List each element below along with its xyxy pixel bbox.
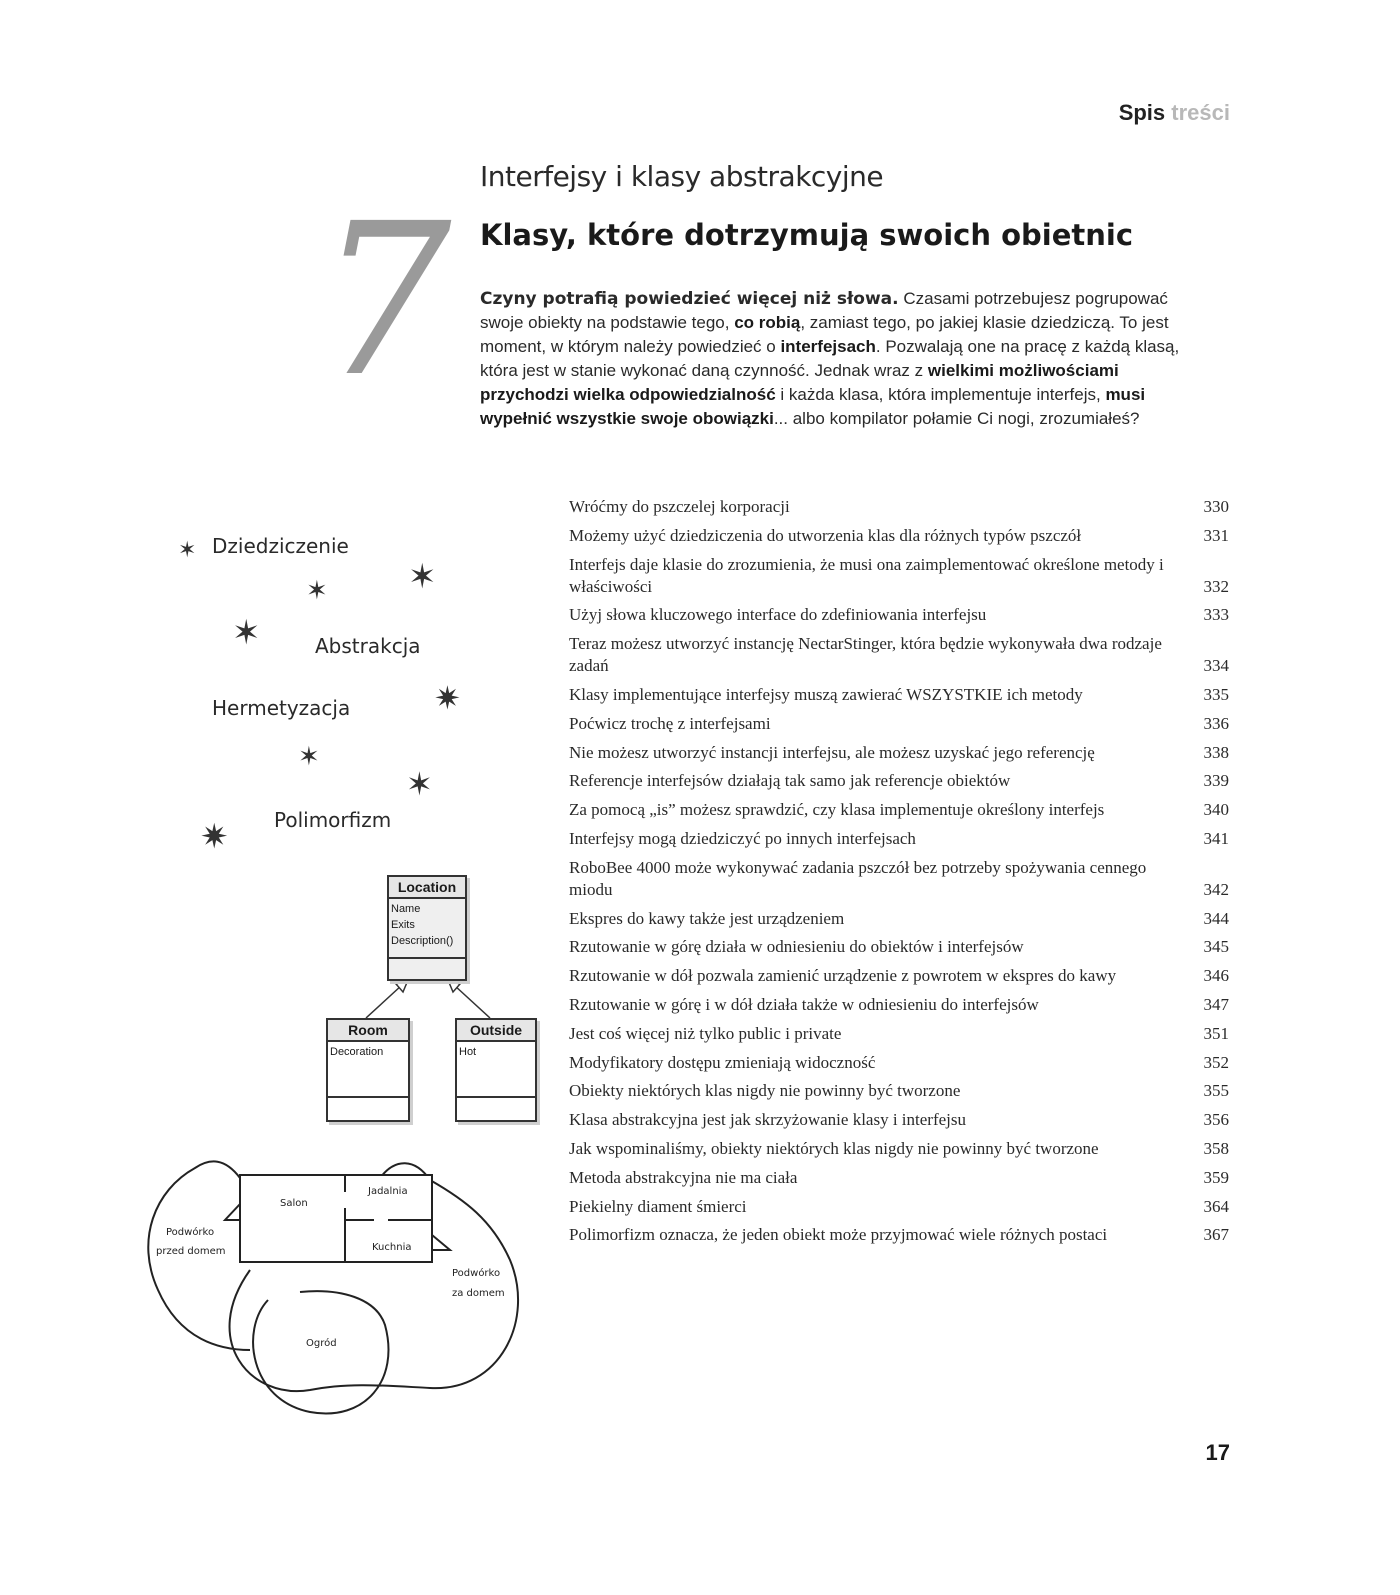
toc-entry <box>569 965 1229 987</box>
intro-text-5: ... albo kompilator połamie Ci nogi, zrozumiałeś? <box>773 409 1140 428</box>
intro-bold-1: co robią <box>734 313 801 332</box>
toc-entry <box>569 857 1229 901</box>
toc-entry-page: 334 <box>1203 656 1229 676</box>
star-icon: ✷ <box>200 817 229 857</box>
toc-entry <box>569 994 1229 1016</box>
toc-entry <box>569 604 1229 626</box>
toc-entry-title: Modyfikatory dostępu zmieniają widoczność <box>569 1052 876 1072</box>
map-label-front-1: Podwórko <box>166 1227 215 1238</box>
toc-entry-page: 347 <box>1203 994 1229 1014</box>
toc-entry-page: 364 <box>1203 1196 1229 1216</box>
toc-entry-page: 330 <box>1203 497 1229 516</box>
toc-entry-page: 332 <box>1203 576 1229 596</box>
uml-field: Decoration <box>330 1046 384 1058</box>
uml-field: Name <box>391 903 421 915</box>
toc-entry <box>569 799 1229 821</box>
chapter-number: 7 <box>318 178 452 423</box>
toc-entry <box>569 770 1229 792</box>
toc-entry-page: 359 <box>1203 1167 1229 1187</box>
toc-entry <box>569 936 1229 958</box>
map-label-salon: Salon <box>280 1198 308 1209</box>
toc-entry <box>569 1109 1229 1131</box>
toc-entry-page: 356 <box>1203 1110 1229 1130</box>
map-label-kuchnia: Kuchnia <box>372 1242 412 1253</box>
toc-entry <box>569 1224 1229 1246</box>
toc-entry <box>569 742 1229 764</box>
toc-entry <box>569 496 1229 518</box>
concept-polimorfizm: Polimorfizm <box>274 808 392 832</box>
toc-entry-title: Klasa abstrakcyjna jest jak skrzyżowanie klasy i interfejsu <box>569 1110 967 1130</box>
uml-separator <box>328 1096 408 1098</box>
intro-lead: Czyny potrafią powiedzieć więcej niż słowa. <box>480 289 899 309</box>
toc-entry-page: 331 <box>1203 525 1229 545</box>
star-icon: ✶ <box>406 765 433 803</box>
toc-entry-title: Poćwicz trochę z interfejsami <box>569 713 771 733</box>
toc-entry-page: 367 <box>1203 1225 1229 1245</box>
toc-entry-page: 333 <box>1203 605 1229 625</box>
toc-entry-title: Teraz możesz utworzyć instancję NectarStinger, która będzie wykonywała dwa rodzaje zadań <box>569 634 1162 676</box>
toc-entry-page: 335 <box>1203 684 1229 704</box>
toc-entry-page: 358 <box>1203 1138 1229 1158</box>
toc-entry-page: 340 <box>1203 800 1229 820</box>
uml-fields <box>457 1042 535 1060</box>
star-icon: ✶ <box>232 613 261 653</box>
toc-entry-title: Piekielny diament śmierci <box>569 1196 747 1216</box>
toc-entry-page: 355 <box>1203 1081 1229 1101</box>
uml-class-name: Room <box>328 1020 408 1042</box>
star-icon: ✶ <box>306 576 328 606</box>
toc-entry-title: Możemy użyć dziedziczenia do utworzenia klas dla różnych typów pszczół <box>569 525 1082 545</box>
star-icon: ✶ <box>408 557 437 597</box>
toc-entry <box>569 525 1229 547</box>
intro-text-3: . Pozwalają one na pracę z każdą klasą, która jest w stanie wykonać daną czynność. Jednak wraz z <box>480 337 1180 380</box>
toc-entry-title: Rzutowanie w górę i w dół działa także w odniesieniu do interfejsów <box>569 994 1039 1014</box>
toc-entry <box>569 908 1229 930</box>
map-label-ogrod: Ogród <box>306 1338 337 1349</box>
toc-entry <box>569 1023 1229 1045</box>
toc-entry-title: Obiekty niektórych klas nigdy nie powinny być tworzone <box>569 1081 961 1101</box>
toc-entry-title: Wróćmy do pszczelej korporacji <box>569 497 790 516</box>
toc-entry <box>569 828 1229 850</box>
garden-outline <box>253 1291 388 1413</box>
header-spis: Spis <box>1118 100 1166 125</box>
toc-entry <box>569 684 1229 706</box>
door-icon <box>225 1204 240 1220</box>
running-header <box>1119 100 1230 126</box>
uml-separator <box>389 957 465 959</box>
toc-entry <box>569 1052 1229 1074</box>
toc-entry-page: 341 <box>1203 828 1229 848</box>
toc-entry-page: 351 <box>1203 1023 1229 1043</box>
toc-entry <box>569 1196 1229 1218</box>
map-label-jadalnia: Jadalnia <box>368 1186 408 1197</box>
uml-location-class <box>387 875 467 981</box>
uml-room-class <box>326 1018 410 1122</box>
intro-bold-3: wielkimi możliwościami przychodzi wielka odpowiedzialność <box>480 361 1119 404</box>
concept-hermetyzacja: Hermetyzacja <box>212 696 351 720</box>
table-of-contents <box>569 496 1229 1253</box>
toc-entry-title: Rzutowanie w dół pozwala zamienić urządzenie z powrotem w ekspres do kawy <box>569 966 1117 986</box>
toc-entry-title: Jak wspominaliśmy, obiekty niektórych klas nigdy nie powinny być tworzone <box>569 1138 1099 1158</box>
intro-bold-2: interfejsach <box>780 337 876 356</box>
toc-entry <box>569 713 1229 735</box>
uml-separator <box>457 1096 535 1098</box>
uml-class-name: Outside <box>457 1020 535 1042</box>
star-icon: ✶ <box>178 538 197 563</box>
concepts-illustration <box>170 520 490 870</box>
star-icon: ✶ <box>298 742 320 772</box>
concept-abstrakcja: Abstrakcja <box>315 634 421 658</box>
toc-entry-page: 344 <box>1203 908 1229 928</box>
chapter-intro <box>480 287 1210 431</box>
uml-field: Hot <box>459 1046 477 1058</box>
uml-class-name: Location <box>389 877 465 899</box>
uml-class-diagram <box>320 873 550 1133</box>
header-tresci: treści <box>1171 100 1230 125</box>
toc-entry <box>569 633 1229 677</box>
toc-entry-title: RoboBee 4000 może wykonywać zadania pszczół bez potrzeby spożywania cennego miodu <box>569 857 1147 899</box>
uml-fields <box>389 899 465 949</box>
toc-entry-title: Polimorfizm oznacza, że jeden obiekt może przyjmować wiele różnych postaci <box>569 1225 1108 1245</box>
toc-entry-page: 338 <box>1203 742 1229 762</box>
concept-dziedziczenie: Dziedziczenie <box>212 534 349 558</box>
house-map <box>140 1150 540 1420</box>
uml-outside-class <box>455 1018 537 1122</box>
map-label-back-1: Podwórko <box>452 1268 501 1279</box>
uml-field: Description() <box>391 935 454 947</box>
toc-entry <box>569 1138 1229 1160</box>
toc-entry <box>569 554 1229 598</box>
toc-entry-title: Użyj słowa kluczowego interface do zdefiniowania interfejsu <box>569 605 987 625</box>
toc-entry-page: 336 <box>1203 713 1229 733</box>
toc-entry-page: 352 <box>1203 1052 1229 1072</box>
toc-entry-title: Za pomocą „is” możesz sprawdzić, czy klasa implementuje określony interfejs <box>569 800 1105 820</box>
uml-field: Exits <box>391 919 415 931</box>
intro-text-2: , zamiast tego, po jakiej klasie dziedziczą. To jest moment, w którym należy powiedzieć o <box>480 313 1169 356</box>
intro-text-4: i każda klasa, która implementuje interfejs, <box>775 385 1106 404</box>
toc-entry <box>569 1080 1229 1102</box>
toc-entry-page: 346 <box>1203 966 1229 986</box>
star-icon: ✷ <box>434 679 461 717</box>
toc-entry-title: Rzutowanie w górę działa w odniesieniu do obiektów i interfejsów <box>569 937 1024 957</box>
map-label-front-2: przed domem <box>156 1246 226 1257</box>
chapter-title: Klasy, które dotrzymują swoich obietnic <box>480 218 1134 252</box>
toc-entry-page: 339 <box>1203 771 1229 791</box>
toc-entry-page: 345 <box>1203 937 1229 957</box>
toc-entry-title: Nie możesz utworzyć instancji interfejsu, ale możesz uzyskać jego referencję <box>569 742 1095 762</box>
map-label-back-2: za domem <box>452 1288 505 1299</box>
chapter-subtitle: Interfejsy i klasy abstrakcyjne <box>480 160 884 193</box>
toc-entry-page: 342 <box>1203 879 1229 899</box>
toc-entry-title: Interfejsy mogą dziedziczyć po innych interfejsach <box>569 828 916 848</box>
toc-entry-title: Interfejs daje klasie do zrozumienia, że musi ona zaimplementować określone metody i właściwości <box>569 554 1164 596</box>
uml-fields <box>328 1042 408 1060</box>
toc-entry <box>569 1167 1229 1189</box>
toc-entry-title: Jest coś więcej niż tylko public i private <box>569 1023 842 1043</box>
door-icon <box>432 1235 450 1250</box>
toc-entry-title: Metoda abstrakcyjna nie ma ciała <box>569 1167 798 1187</box>
toc-entry-title: Klasy implementujące interfejsy muszą zawierać WSZYSTKIE ich metody <box>569 684 1083 704</box>
toc-entry-title: Referencje interfejsów działają tak samo jak referencje obiektów <box>569 771 1011 791</box>
page-number: 17 <box>1205 1440 1230 1465</box>
intro-bold-4: musi wypełnić wszystkie swoje obowiązki <box>480 385 1146 428</box>
intro-text-1: Czasami potrzebujesz pogrupować swoje obiekty na podstawie tego, <box>480 289 1168 332</box>
toc-entry-title: Ekspres do kawy także jest urządzeniem <box>569 908 845 928</box>
